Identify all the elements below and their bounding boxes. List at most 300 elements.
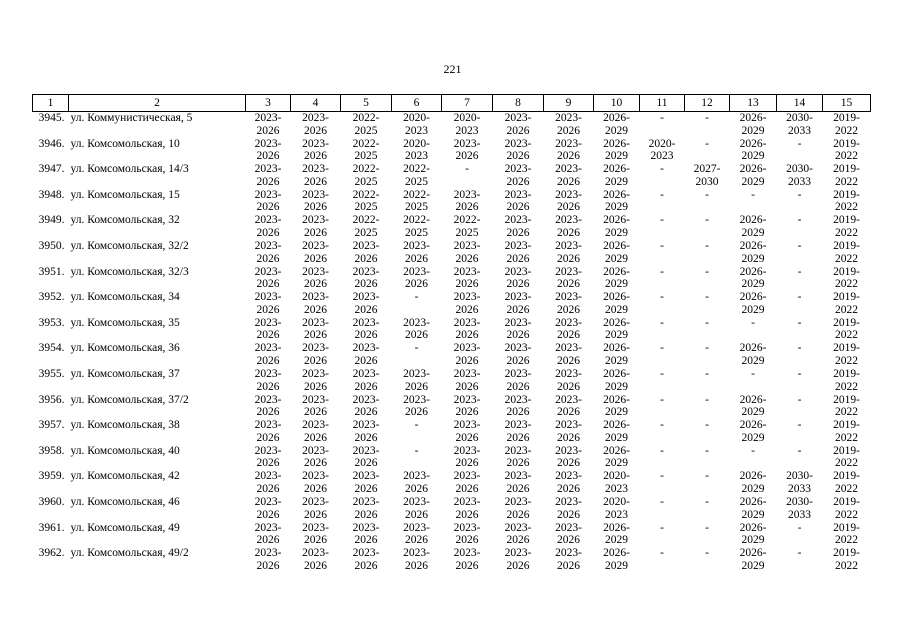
period-cell: 2023- 2026: [352, 521, 380, 547]
period-cell: 2026- 2029: [739, 547, 767, 572]
period-cell: 2026- 2029: [603, 265, 630, 291]
address-cell: ул. Комсомольская, 46: [70, 495, 180, 508]
period-cell: 2023- 2026: [504, 291, 532, 316]
period-cell: 2019- 2022: [833, 214, 860, 239]
period-cell: 2023- 2026: [254, 291, 282, 316]
period-cell: 2026- 2029: [739, 521, 767, 547]
period-cell: 2020- 2023: [648, 137, 676, 163]
period-cell: 2023- 2026: [504, 316, 532, 342]
period-cell: 2023- 2026: [453, 521, 481, 547]
row-number: 3961.: [38, 521, 65, 534]
period-cell: -: [660, 265, 664, 278]
period-cell: 2023- 2026: [254, 239, 282, 265]
period-cell: 2023- 2026: [403, 521, 430, 547]
period-cell: -: [705, 291, 709, 304]
period-cell: 2023- 2026: [504, 547, 532, 572]
address-cell: ул. Комсомольская, 38: [70, 419, 180, 432]
period-cell: 2023- 2026: [555, 316, 582, 342]
period-cell: 2023- 2026: [504, 265, 532, 291]
row-number: 3945.: [38, 112, 65, 124]
period-cell: -: [414, 419, 419, 432]
period-cell: -: [705, 112, 709, 124]
period-cell: 2020- 2023: [603, 470, 630, 495]
table-row: [33, 266, 871, 292]
row-number: 3949.: [38, 214, 65, 227]
period-cell: 2022- 2025: [403, 214, 430, 239]
period-cell: 2023- 2026: [555, 163, 582, 188]
column-header: 9: [544, 95, 594, 112]
period-cell: -: [660, 419, 664, 432]
period-cell: 2026- 2029: [603, 112, 630, 137]
period-cell: -: [705, 316, 709, 329]
period-cell: 2023- 2026: [254, 342, 282, 367]
period-cell: -: [660, 393, 664, 406]
period-cell: 2020- 2023: [453, 112, 481, 137]
period-cell: 2030- 2033: [786, 470, 813, 495]
period-cell: 2020- 2023: [603, 495, 630, 521]
period-cell: -: [797, 342, 802, 355]
period-cell: 2026- 2029: [739, 137, 767, 163]
period-cell: -: [414, 444, 419, 457]
period-cell: 2026- 2029: [739, 393, 767, 419]
period-cell: 2023- 2026: [403, 239, 430, 265]
period-cell: 2023- 2026: [254, 495, 282, 521]
period-cell: 2023- 2026: [302, 163, 329, 188]
period-cell: 2023- 2026: [254, 547, 282, 572]
period-cell: -: [660, 342, 664, 355]
column-header: 5: [341, 95, 392, 112]
period-cell: 2023- 2026: [555, 137, 582, 163]
period-cell: 2026- 2029: [603, 188, 630, 214]
column-header: 15: [823, 95, 871, 112]
period-cell: -: [797, 265, 802, 278]
period-cell: 2026- 2029: [603, 214, 630, 239]
period-cell: 2023- 2026: [254, 521, 282, 547]
period-cell: 2023- 2026: [504, 521, 532, 547]
row-number: 3952.: [38, 291, 65, 304]
period-cell: 2023- 2026: [453, 316, 481, 342]
period-cell: 2023- 2026: [504, 393, 532, 419]
address-cell: ул. Комсомольская, 34: [70, 291, 180, 304]
period-cell: -: [660, 547, 664, 560]
period-cell: -: [660, 188, 664, 201]
period-cell: 2019- 2022: [833, 342, 860, 367]
period-cell: 2023- 2026: [302, 291, 329, 316]
period-cell: -: [705, 393, 709, 406]
period-cell: 2023- 2026: [403, 393, 430, 419]
period-cell: 2023- 2026: [352, 444, 380, 470]
period-cell: -: [751, 316, 755, 329]
period-cell: -: [797, 393, 802, 406]
period-cell: 2023- 2026: [302, 495, 329, 521]
column-header: 10: [594, 95, 640, 112]
period-cell: 2020- 2023: [403, 112, 430, 137]
column-header: 1: [33, 95, 69, 112]
row-number: 3948.: [38, 188, 65, 201]
column-header: 4: [291, 95, 341, 112]
period-cell: 2023- 2026: [453, 291, 481, 316]
period-cell: 2019- 2022: [833, 547, 860, 572]
period-cell: -: [705, 214, 709, 227]
column-header: 11: [640, 95, 685, 112]
period-cell: 2026- 2029: [603, 342, 630, 367]
period-cell: 2023- 2026: [302, 547, 329, 572]
row-number: 3962.: [38, 547, 65, 560]
period-cell: -: [797, 521, 802, 534]
period-cell: 2022- 2025: [352, 163, 380, 188]
table-body: [33, 112, 871, 573]
table-row: [33, 214, 871, 240]
period-cell: 2019- 2022: [833, 470, 860, 495]
period-cell: 2023- 2026: [302, 367, 329, 393]
period-cell: 2023- 2026: [453, 393, 481, 419]
period-cell: 2023- 2026: [302, 265, 329, 291]
period-cell: 2023- 2026: [555, 342, 582, 367]
period-cell: -: [705, 547, 709, 560]
table-row: [33, 445, 871, 471]
period-cell: 2023- 2026: [254, 470, 282, 495]
period-cell: 2026- 2029: [739, 265, 767, 291]
period-cell: -: [660, 521, 664, 534]
period-cell: 2019- 2022: [833, 163, 860, 188]
column-header: 12: [685, 95, 730, 112]
address-cell: ул. Комсомольская, 40: [70, 444, 180, 457]
period-cell: -: [797, 444, 802, 457]
period-cell: 2022- 2025: [352, 112, 380, 137]
period-cell: -: [705, 342, 709, 355]
period-cell: 2023- 2026: [504, 470, 532, 495]
period-cell: 2023- 2026: [504, 188, 532, 214]
period-cell: 2026- 2029: [603, 419, 630, 444]
period-cell: 2020- 2023: [403, 137, 430, 163]
column-header: 8: [493, 95, 544, 112]
table-row: [33, 522, 871, 548]
address-cell: ул. Комсомольская, 42: [70, 470, 180, 483]
schedule-table: [32, 94, 871, 573]
period-cell: 2026- 2029: [603, 137, 630, 163]
period-cell: 2023- 2026: [254, 265, 282, 291]
period-cell: 2023- 2026: [453, 137, 481, 163]
period-cell: 2023- 2026: [504, 137, 532, 163]
period-cell: 2023- 2026: [254, 188, 282, 214]
column-header: 6: [392, 95, 442, 112]
period-cell: 2026- 2029: [603, 444, 630, 470]
period-cell: -: [797, 239, 802, 252]
period-cell: 2023- 2026: [352, 393, 380, 419]
period-cell: 2023- 2026: [504, 444, 532, 470]
table-row: [33, 547, 871, 573]
period-cell: 2023- 2026: [352, 316, 380, 342]
period-cell: -: [660, 239, 664, 252]
period-cell: 2023- 2026: [254, 444, 282, 470]
period-cell: 2023- 2026: [302, 239, 329, 265]
address-cell: ул. Комсомольская, 32/3: [70, 265, 189, 278]
row-number: 3947.: [38, 163, 65, 176]
table-row: [33, 496, 871, 522]
table-row: [33, 163, 871, 189]
address-cell: ул. Комсомольская, 32: [70, 214, 180, 227]
period-cell: 2023- 2026: [302, 112, 329, 137]
period-cell: 2019- 2022: [833, 316, 860, 342]
period-cell: -: [705, 444, 709, 457]
period-cell: -: [660, 444, 664, 457]
period-cell: 2023- 2026: [504, 419, 532, 444]
period-cell: -: [797, 367, 802, 380]
period-cell: 2022- 2025: [352, 188, 380, 214]
period-cell: 2023- 2026: [254, 163, 282, 188]
period-cell: -: [660, 316, 664, 329]
row-number: 3950.: [38, 239, 65, 252]
period-cell: -: [797, 316, 802, 329]
period-cell: 2023- 2026: [555, 239, 582, 265]
period-cell: 2023- 2026: [555, 367, 582, 393]
period-cell: 2023- 2026: [302, 470, 329, 495]
table-row: [33, 291, 871, 317]
period-cell: 2023- 2026: [555, 444, 582, 470]
period-cell: 2023- 2026: [555, 470, 582, 495]
period-cell: 2023- 2026: [555, 419, 582, 444]
header-row: [33, 95, 871, 112]
table-row: [33, 112, 871, 138]
period-cell: 2030- 2033: [786, 163, 813, 188]
period-cell: 2026- 2029: [603, 316, 630, 342]
period-cell: -: [414, 342, 419, 355]
period-cell: 2019- 2022: [833, 495, 860, 521]
period-cell: 2026- 2029: [739, 214, 767, 239]
period-cell: -: [751, 444, 755, 457]
period-cell: 2026- 2029: [603, 521, 630, 547]
period-cell: 2023- 2026: [302, 444, 329, 470]
period-cell: 2026- 2029: [739, 239, 767, 265]
period-cell: 2023- 2026: [302, 393, 329, 419]
period-cell: 2026- 2029: [603, 367, 630, 393]
period-cell: -: [797, 547, 802, 560]
period-cell: 2023- 2026: [254, 316, 282, 342]
period-cell: 2030- 2033: [786, 112, 813, 137]
table-row: [33, 470, 871, 496]
period-cell: 2023- 2026: [352, 470, 380, 495]
period-cell: 2023- 2026: [254, 393, 282, 419]
period-cell: 2026- 2029: [603, 239, 630, 265]
address-cell: ул. Комсомольская, 35: [70, 316, 180, 329]
period-cell: 2023- 2026: [302, 419, 329, 444]
period-cell: 2019- 2022: [833, 239, 860, 265]
period-cell: 2023- 2026: [254, 367, 282, 393]
period-cell: 2023- 2026: [555, 495, 582, 521]
address-cell: ул. Комсомольская, 37/2: [70, 393, 189, 406]
table-row: [33, 189, 871, 215]
period-cell: 2022- 2025: [403, 188, 430, 214]
period-cell: -: [705, 521, 709, 534]
period-cell: 2023- 2026: [555, 112, 582, 137]
period-cell: 2023- 2026: [302, 316, 329, 342]
period-cell: 2026- 2029: [739, 163, 767, 188]
period-cell: -: [660, 214, 664, 227]
period-cell: 2022- 2025: [403, 163, 430, 188]
address-cell: ул. Комсомольская, 37: [70, 367, 180, 380]
address-cell: ул. Коммунистическая, 5: [70, 112, 193, 124]
period-cell: 2023- 2026: [555, 547, 582, 572]
period-cell: 2023- 2026: [555, 265, 582, 291]
period-cell: 2023- 2026: [453, 547, 481, 572]
column-header: 13: [730, 95, 777, 112]
row-number: 3959.: [38, 470, 65, 483]
period-cell: -: [797, 137, 802, 150]
period-cell: 2026- 2029: [603, 393, 630, 419]
row-number: 3960.: [38, 495, 65, 508]
period-cell: 2026- 2029: [603, 547, 630, 572]
address-cell: ул. Комсомольская, 36: [70, 342, 180, 355]
period-cell: 2023- 2026: [504, 239, 532, 265]
address-cell: ул. Комсомольская, 32/2: [70, 239, 189, 252]
period-cell: 2026- 2029: [739, 112, 767, 137]
period-cell: 2023- 2026: [504, 112, 532, 137]
table-row: [33, 368, 871, 394]
period-cell: 2023- 2026: [555, 214, 582, 239]
period-cell: -: [660, 163, 664, 176]
period-cell: 2023- 2026: [555, 188, 582, 214]
period-cell: 2023- 2026: [504, 214, 532, 239]
period-cell: 2019- 2022: [833, 419, 860, 444]
period-cell: 2023- 2026: [254, 112, 282, 137]
period-cell: 2023- 2026: [453, 495, 481, 521]
period-cell: 2023- 2026: [403, 316, 430, 342]
period-cell: 2023- 2026: [403, 547, 430, 572]
period-cell: 2023- 2026: [352, 291, 380, 316]
period-cell: 2022- 2025: [352, 214, 380, 239]
period-cell: -: [705, 239, 709, 252]
row-number: 3958.: [38, 444, 65, 457]
period-cell: 2023- 2026: [352, 419, 380, 444]
row-number: 3956.: [38, 393, 65, 406]
period-cell: -: [797, 188, 802, 201]
period-cell: 2023- 2026: [453, 470, 481, 495]
period-cell: 2023- 2026: [555, 521, 582, 547]
period-cell: 2023- 2026: [302, 137, 329, 163]
period-cell: 2023- 2026: [453, 265, 481, 291]
period-cell: 2023- 2026: [352, 547, 380, 572]
period-cell: 2023- 2026: [453, 367, 481, 393]
period-cell: 2023- 2026: [504, 367, 532, 393]
period-cell: 2027- 2030: [693, 163, 721, 188]
row-number: 3951.: [38, 265, 65, 278]
period-cell: 2019- 2022: [833, 137, 860, 163]
period-cell: -: [705, 367, 709, 380]
row-number: 3946.: [38, 137, 65, 150]
row-number: 3957.: [38, 419, 65, 432]
period-cell: -: [705, 265, 709, 278]
period-cell: 2022- 2025: [352, 137, 380, 163]
period-cell: 2019- 2022: [833, 265, 860, 291]
period-cell: 2023- 2026: [302, 188, 329, 214]
column-header: 3: [246, 95, 291, 112]
period-cell: 2026- 2029: [739, 495, 767, 521]
period-cell: -: [705, 495, 709, 508]
period-cell: 2026- 2029: [739, 419, 767, 444]
period-cell: -: [660, 112, 664, 124]
period-cell: 2023- 2026: [453, 444, 481, 470]
period-cell: 2026- 2029: [603, 291, 630, 316]
period-cell: 2030- 2033: [786, 495, 813, 521]
period-cell: -: [660, 495, 664, 508]
period-cell: -: [705, 137, 709, 150]
row-number: 3955.: [38, 367, 65, 380]
column-header: 7: [442, 95, 493, 112]
period-cell: -: [797, 214, 802, 227]
period-cell: -: [660, 367, 664, 380]
period-cell: 2023- 2026: [254, 137, 282, 163]
address-cell: ул. Комсомольская, 49: [70, 521, 180, 534]
period-cell: -: [705, 188, 709, 201]
address-cell: ул. Комсомольская, 10: [70, 137, 180, 150]
period-cell: 2019- 2022: [833, 291, 860, 316]
period-cell: -: [414, 291, 419, 304]
period-cell: 2023- 2026: [302, 342, 329, 367]
period-cell: 2023- 2026: [504, 495, 532, 521]
period-cell: 2026- 2029: [739, 342, 767, 367]
period-cell: 2023- 2026: [403, 470, 430, 495]
period-cell: -: [797, 291, 802, 304]
table-row: [33, 317, 871, 343]
period-cell: 2023- 2026: [254, 419, 282, 444]
period-cell: -: [797, 419, 802, 432]
page-number: 221: [443, 62, 462, 76]
period-cell: 2023- 2026: [555, 291, 582, 316]
period-cell: 2023- 2026: [352, 265, 380, 291]
period-cell: -: [751, 367, 755, 380]
column-header: 14: [777, 95, 823, 112]
period-cell: 2026- 2029: [739, 291, 767, 316]
period-cell: 2023- 2026: [453, 239, 481, 265]
period-cell: 2023- 2026: [403, 367, 430, 393]
period-cell: -: [660, 291, 664, 304]
period-cell: 2023- 2026: [352, 239, 380, 265]
period-cell: 2023- 2026: [504, 342, 532, 367]
period-cell: -: [465, 163, 469, 176]
period-cell: 2023- 2026: [352, 495, 380, 521]
period-cell: 2023- 2026: [302, 214, 329, 239]
period-cell: 2019- 2022: [833, 112, 860, 137]
period-cell: 2019- 2022: [833, 393, 860, 419]
period-cell: 2026- 2029: [739, 470, 767, 495]
address-cell: ул. Комсомольская, 49/2: [70, 547, 189, 560]
period-cell: 2023- 2026: [403, 495, 430, 521]
period-cell: 2023- 2026: [403, 265, 430, 291]
period-cell: 2023- 2026: [302, 521, 329, 547]
period-cell: 2023- 2026: [555, 393, 582, 419]
period-cell: -: [660, 470, 664, 483]
period-cell: -: [705, 470, 709, 483]
table-row: [33, 240, 871, 266]
column-header: 2: [69, 95, 246, 112]
period-cell: 2022- 2025: [453, 214, 481, 239]
table-row: [33, 138, 871, 164]
period-cell: 2023- 2026: [453, 419, 481, 444]
period-cell: -: [705, 419, 709, 432]
period-cell: 2023- 2026: [453, 342, 481, 367]
row-number: 3953.: [38, 316, 65, 329]
period-cell: 2019- 2022: [833, 521, 860, 547]
period-cell: 2023- 2026: [453, 188, 481, 214]
period-cell: 2023- 2026: [352, 342, 380, 367]
table-row: [33, 394, 871, 420]
period-cell: 2019- 2022: [833, 444, 860, 470]
table-row: [33, 419, 871, 445]
period-cell: 2019- 2022: [833, 367, 860, 393]
address-cell: ул. Комсомольская, 14/3: [70, 163, 189, 176]
period-cell: 2023- 2026: [504, 163, 532, 188]
address-cell: ул. Комсомольская, 15: [70, 188, 180, 201]
